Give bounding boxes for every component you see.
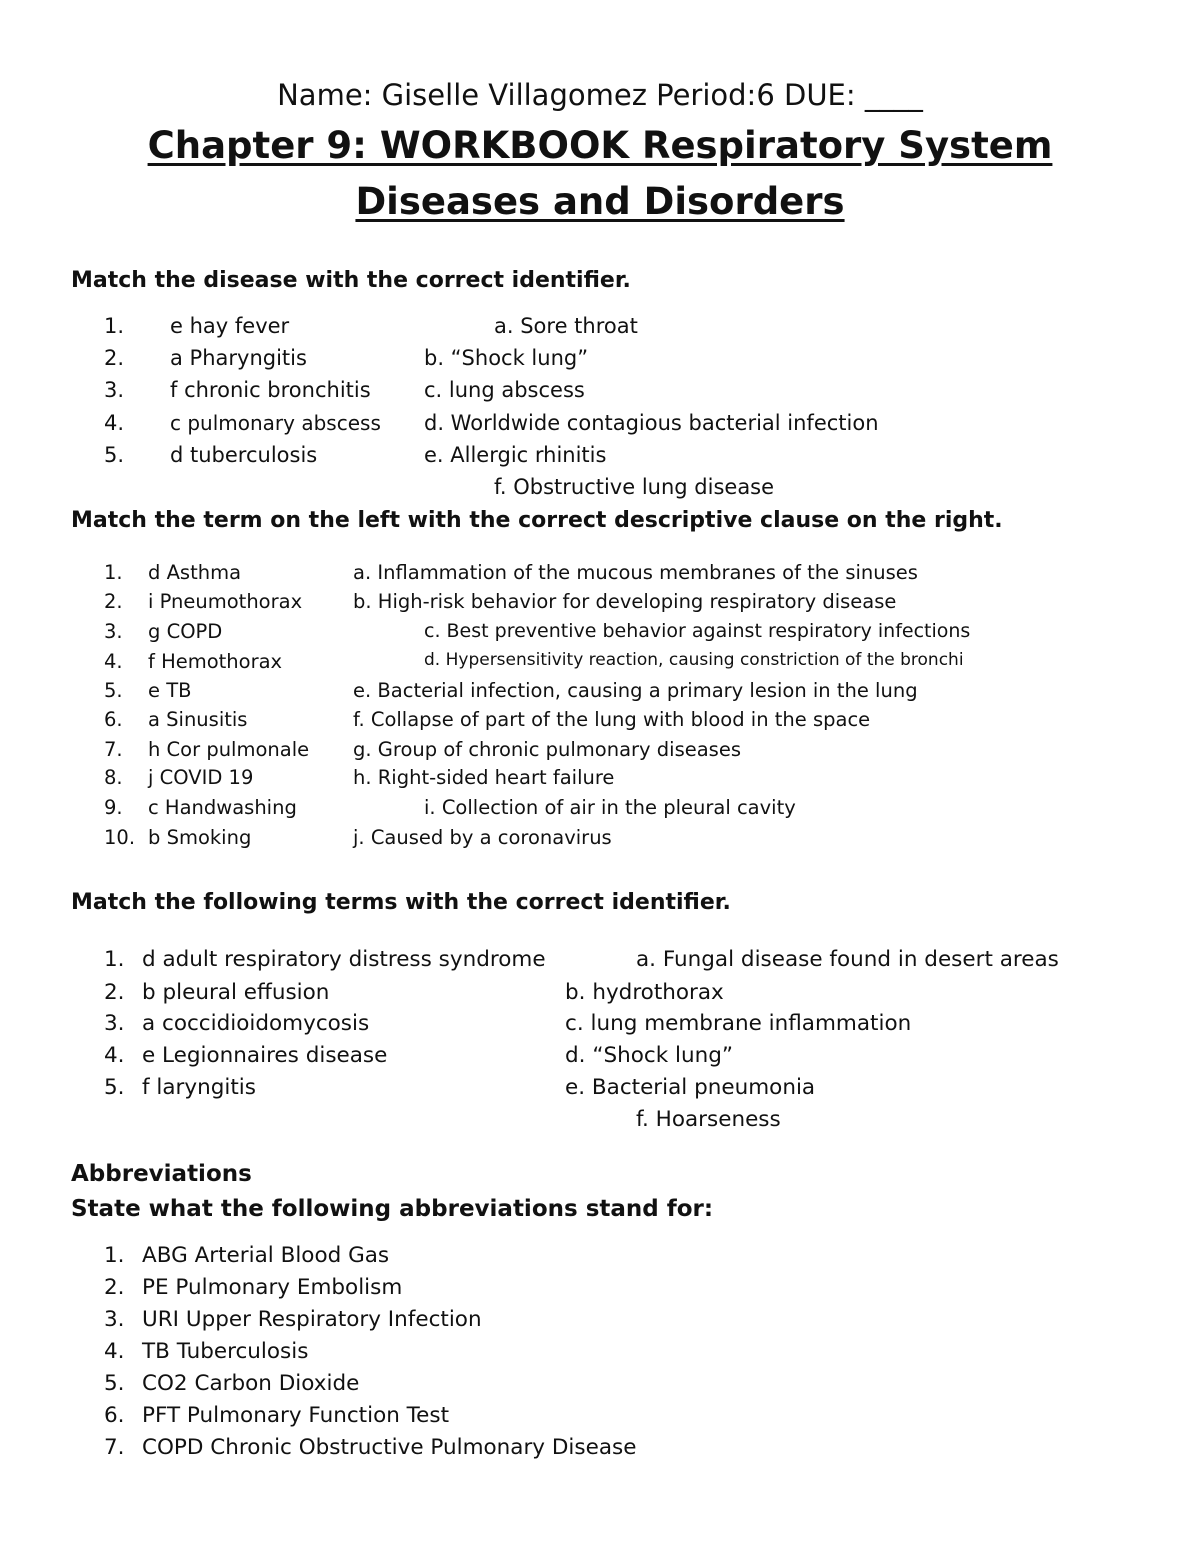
section4-heading: Abbreviations — [71, 1161, 252, 1187]
item-number: 3. — [104, 1011, 125, 1036]
item-definition: d. “Shock lung” — [565, 1043, 734, 1068]
section1-heading: Match the disease with the correct identifier. — [71, 268, 631, 293]
item-definition: e. Allergic rhinitis — [424, 443, 607, 467]
item-term: e Legionnaires disease — [142, 1043, 388, 1068]
item-number: 2. — [104, 590, 123, 613]
item-term: b pleural effusion — [142, 980, 330, 1005]
item-number: 5. — [104, 679, 123, 702]
item-definition: a. Inflammation of the mucous membranes of the sinuses — [353, 561, 918, 584]
page-title-line-2: Diseases and Disorders — [355, 180, 845, 223]
item-term: e hay fever — [170, 314, 290, 338]
item-term: j COVID 19 — [148, 766, 254, 789]
item-number: 7. — [104, 738, 123, 761]
item-term: a coccidioidomycosis — [142, 1011, 370, 1036]
item-number: 5. — [104, 1075, 125, 1100]
item-term: a Sinusitis — [148, 708, 248, 731]
item-number: 1. — [104, 947, 125, 972]
item-term: a Pharyngitis — [170, 346, 307, 370]
section2-heading: Match the term on the left with the correct descriptive clause on the right. — [71, 508, 1003, 533]
item-text: COPD Chronic Obstructive Pulmonary Disease — [142, 1435, 637, 1460]
item-term: h Cor pulmonale — [148, 738, 310, 761]
item-definition: a. Fungal disease found in desert areas — [636, 947, 1059, 972]
extra-definition: f. Obstructive lung disease — [494, 475, 775, 499]
item-number: 1. — [104, 314, 125, 338]
item-definition: f. Collapse of part of the lung with blood in the space — [353, 708, 871, 731]
item-term: g COPD — [148, 620, 223, 643]
item-number: 7. — [104, 1435, 125, 1460]
item-number: 5. — [104, 1371, 125, 1396]
item-term: b Smoking — [148, 826, 252, 849]
item-number: 1. — [104, 561, 123, 584]
item-definition: c. lung membrane inflammation — [565, 1011, 912, 1036]
item-term: c Handwashing — [148, 796, 297, 819]
section3-heading: Match the following terms with the correct identifier. — [71, 890, 731, 915]
page-title-line-1: Chapter 9: WORKBOOK Respiratory System — [147, 124, 1053, 167]
item-text: PE Pulmonary Embolism — [142, 1275, 403, 1300]
item-number: 6. — [104, 708, 123, 731]
item-definition: d. Hypersensitivity reaction, causing constriction of the bronchi — [424, 650, 964, 670]
item-term: d adult respiratory distress syndrome — [142, 947, 546, 972]
item-number: 3. — [104, 1307, 125, 1332]
item-term: e TB — [148, 679, 192, 702]
item-number: 4. — [104, 650, 123, 673]
item-number: 6. — [104, 1403, 125, 1428]
item-number: 3. — [104, 620, 123, 643]
student-info-line: Name: Giselle Villagomez Period:6 DUE: ____ — [277, 78, 923, 112]
item-term: c pulmonary abscess — [170, 411, 381, 435]
item-number: 4. — [104, 1043, 125, 1068]
item-term: d tuberculosis — [170, 443, 318, 467]
item-definition: g. Group of chronic pulmonary diseases — [353, 738, 741, 761]
item-text: TB Tuberculosis — [142, 1339, 309, 1364]
item-definition: c. lung abscess — [424, 378, 585, 402]
item-term: d Asthma — [148, 561, 242, 584]
item-text: URI Upper Respiratory Infection — [142, 1307, 482, 1332]
item-term: i Pneumothorax — [148, 590, 303, 613]
item-number: 3. — [104, 378, 125, 402]
item-term: f Hemothorax — [148, 650, 283, 673]
item-number: 10. — [104, 826, 136, 849]
item-term: f chronic bronchitis — [170, 378, 371, 402]
item-definition: a. Sore throat — [494, 314, 638, 338]
item-number: 8. — [104, 766, 123, 789]
item-definition: b. High-risk behavior for developing respiratory disease — [353, 590, 897, 613]
item-number: 2. — [104, 346, 125, 370]
item-definition: c. Best preventive behavior against respiratory infections — [424, 620, 971, 642]
item-definition: e. Bacterial pneumonia — [565, 1075, 816, 1100]
extra-definition: f. Hoarseness — [636, 1107, 781, 1132]
item-number: 5. — [104, 443, 125, 467]
item-term: f laryngitis — [142, 1075, 256, 1100]
item-definition: b. hydrothorax — [565, 980, 724, 1005]
item-definition: d. Worldwide contagious bacterial infection — [424, 411, 879, 435]
item-number: 2. — [104, 1275, 125, 1300]
item-text: ABG Arterial Blood Gas — [142, 1243, 390, 1268]
item-definition: b. “Shock lung” — [424, 346, 589, 370]
item-number: 4. — [104, 411, 125, 435]
item-number: 1. — [104, 1243, 125, 1268]
item-number: 2. — [104, 980, 125, 1005]
item-definition: h. Right-sided heart failure — [353, 766, 615, 789]
item-definition: e. Bacterial infection, causing a primary lesion in the lung — [353, 679, 918, 702]
item-definition: i. Collection of air in the pleural cavity — [424, 796, 796, 819]
item-text: CO2 Carbon Dioxide — [142, 1371, 360, 1396]
item-number: 9. — [104, 796, 123, 819]
item-text: PFT Pulmonary Function Test — [142, 1403, 450, 1428]
section4-subheading: State what the following abbreviations stand for: — [71, 1196, 714, 1222]
item-number: 4. — [104, 1339, 125, 1364]
item-definition: j. Caused by a coronavirus — [353, 826, 612, 849]
